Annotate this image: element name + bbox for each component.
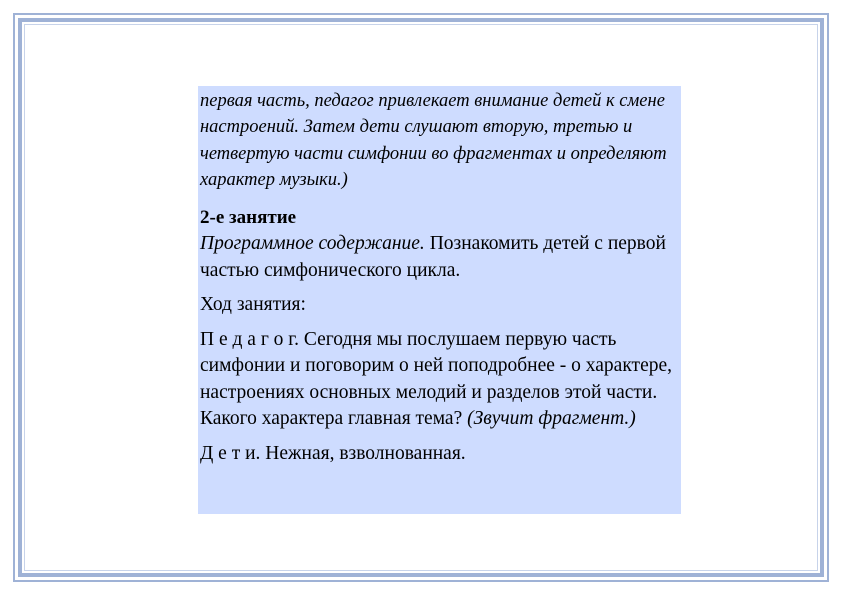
course-paragraph: Ход занятия: bbox=[200, 294, 306, 316]
children-text: Нежная, взволнованная. bbox=[260, 442, 466, 464]
program-label: Программное содержание. bbox=[200, 233, 425, 255]
intro-paragraph: первая часть, педагог привлекает внимание детей к смене настроений. Затем дети слушают вторую, третью и четвертую части симфонии во фрагментах и определяют характер музыки.) bbox=[200, 91, 667, 190]
teacher-note: (Звучит фрагмент.) bbox=[467, 408, 636, 430]
lesson-heading: 2-е занятие bbox=[200, 207, 297, 229]
teacher-text: Сегодня мы послушаем первую часть симфонии и поговорим о ней поподробнее - о характере, настроениях основных мелодий и разделов этой части. Какого характера главная тема? bbox=[200, 328, 672, 430]
program-paragraph bbox=[200, 231, 675, 284]
children-paragraph bbox=[200, 441, 675, 468]
program-text: Познакомить детей с первой частью симфонического цикла. bbox=[200, 233, 666, 281]
slide-text-block bbox=[198, 86, 681, 514]
teacher-speaker: П е д а г о г. bbox=[200, 328, 299, 350]
children-speaker: Д е т и. bbox=[200, 442, 261, 464]
teacher-paragraph bbox=[200, 327, 675, 433]
